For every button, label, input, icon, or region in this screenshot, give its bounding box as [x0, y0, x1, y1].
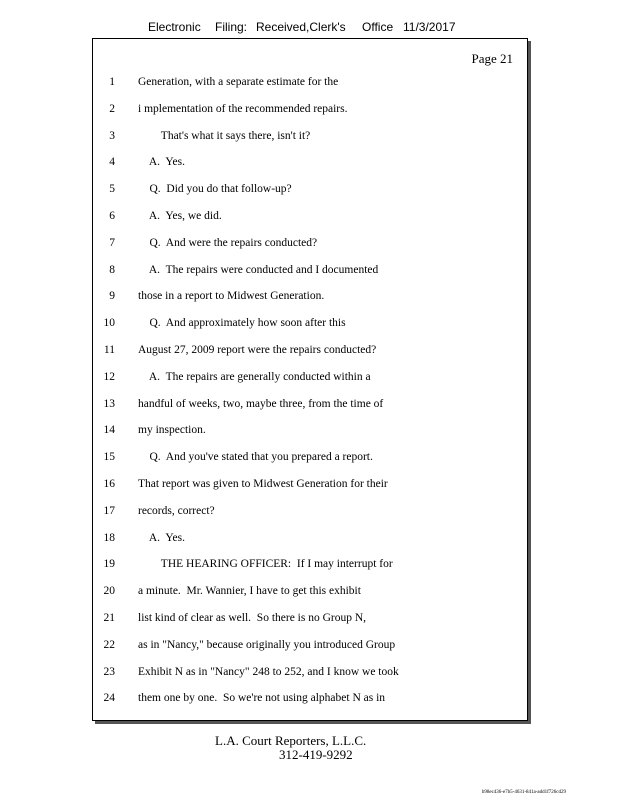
- line-number: 11: [103, 344, 115, 356]
- document-hash: b98ec436-e7b5-4631-841a-add1f726cd29: [481, 790, 566, 795]
- line-text: Generation, with a separate estimate for the: [138, 76, 339, 88]
- page-number: Page 21: [471, 51, 513, 66]
- electronic-filing-header: [0, 20, 618, 36]
- line-text: August 27, 2009 report were the repairs conducted?: [138, 344, 377, 356]
- header-electronic: Electronic: [148, 20, 201, 34]
- line-text: A. Yes, we did.: [138, 210, 222, 222]
- line-text: i mplementation of the recommended repairs.: [138, 102, 348, 115]
- line-number: 19: [103, 558, 115, 571]
- line-text: A. Yes.: [138, 156, 185, 169]
- line-number: 15: [103, 451, 115, 464]
- line-text: THE HEARING OFFICER: If I may interrupt for: [138, 558, 393, 571]
- header-office: Office: [362, 20, 394, 34]
- line-text: a minute. Mr. Wannier, I have to get this exhibit: [138, 585, 361, 598]
- line-text: handful of weeks, two, maybe three, from the time of: [138, 397, 384, 410]
- line-number: 21: [103, 612, 115, 624]
- line-text: my inspection.: [138, 424, 206, 437]
- line-text: list kind of clear as well. So there is no Group N,: [138, 612, 367, 624]
- line-number: 2: [109, 102, 115, 115]
- line-text: A. The repairs are generally conducted within a: [138, 370, 371, 383]
- line-number: 14: [103, 424, 115, 437]
- line-number: 18: [103, 531, 115, 544]
- line-text: That report was given to Midwest Generation for their: [138, 478, 388, 490]
- line-text: as in "Nancy," because originally you introduced Group: [138, 638, 396, 651]
- line-number: 22: [103, 638, 115, 651]
- line-number: 5: [109, 183, 115, 196]
- line-number: 1: [109, 76, 115, 88]
- line-number: 4: [109, 156, 115, 169]
- line-number: 10: [103, 317, 115, 330]
- line-text: That's what it says there, isn't it?: [138, 129, 311, 142]
- court-reporter-phone: 312-419-9292: [279, 747, 353, 762]
- line-number: 17: [103, 504, 115, 517]
- court-reporter-name: L.A. Court Reporters, L.L.C.: [215, 733, 367, 748]
- line-number: 3: [109, 129, 115, 142]
- line-number: 20: [103, 585, 115, 598]
- line-number: 16: [103, 478, 115, 490]
- header-filing: Filing:: [215, 20, 248, 34]
- line-number: 6: [109, 210, 115, 222]
- line-number: 23: [103, 665, 115, 678]
- line-number: 12: [103, 370, 115, 383]
- line-text: Q. Did you do that follow-up?: [138, 183, 292, 196]
- line-text: them one by one. So we're not using alphabet N as in: [138, 692, 386, 705]
- line-number: 24: [103, 692, 115, 705]
- line-number: 7: [109, 236, 115, 249]
- line-text: Q. And were the repairs conducted?: [138, 236, 318, 249]
- line-number: 13: [103, 397, 115, 410]
- line-text: A. Yes.: [138, 531, 185, 544]
- line-text: Q. And approximately how soon after this: [138, 317, 346, 330]
- line-text: those in a report to Midwest Generation.: [138, 290, 325, 303]
- line-text: Exhibit N as in "Nancy" 248 to 252, and I know we took: [138, 665, 399, 678]
- line-text: A. The repairs were conducted and I documented: [138, 263, 379, 276]
- header-received: Received,Clerk's: [256, 20, 346, 34]
- header-date: 11/3/2017: [403, 20, 456, 34]
- transcript-page: [92, 38, 528, 721]
- line-number: 9: [109, 290, 115, 303]
- line-text: Q. And you've stated that you prepared a report.: [138, 451, 373, 464]
- line-text: records, correct?: [138, 504, 215, 517]
- line-number: 8: [109, 263, 115, 276]
